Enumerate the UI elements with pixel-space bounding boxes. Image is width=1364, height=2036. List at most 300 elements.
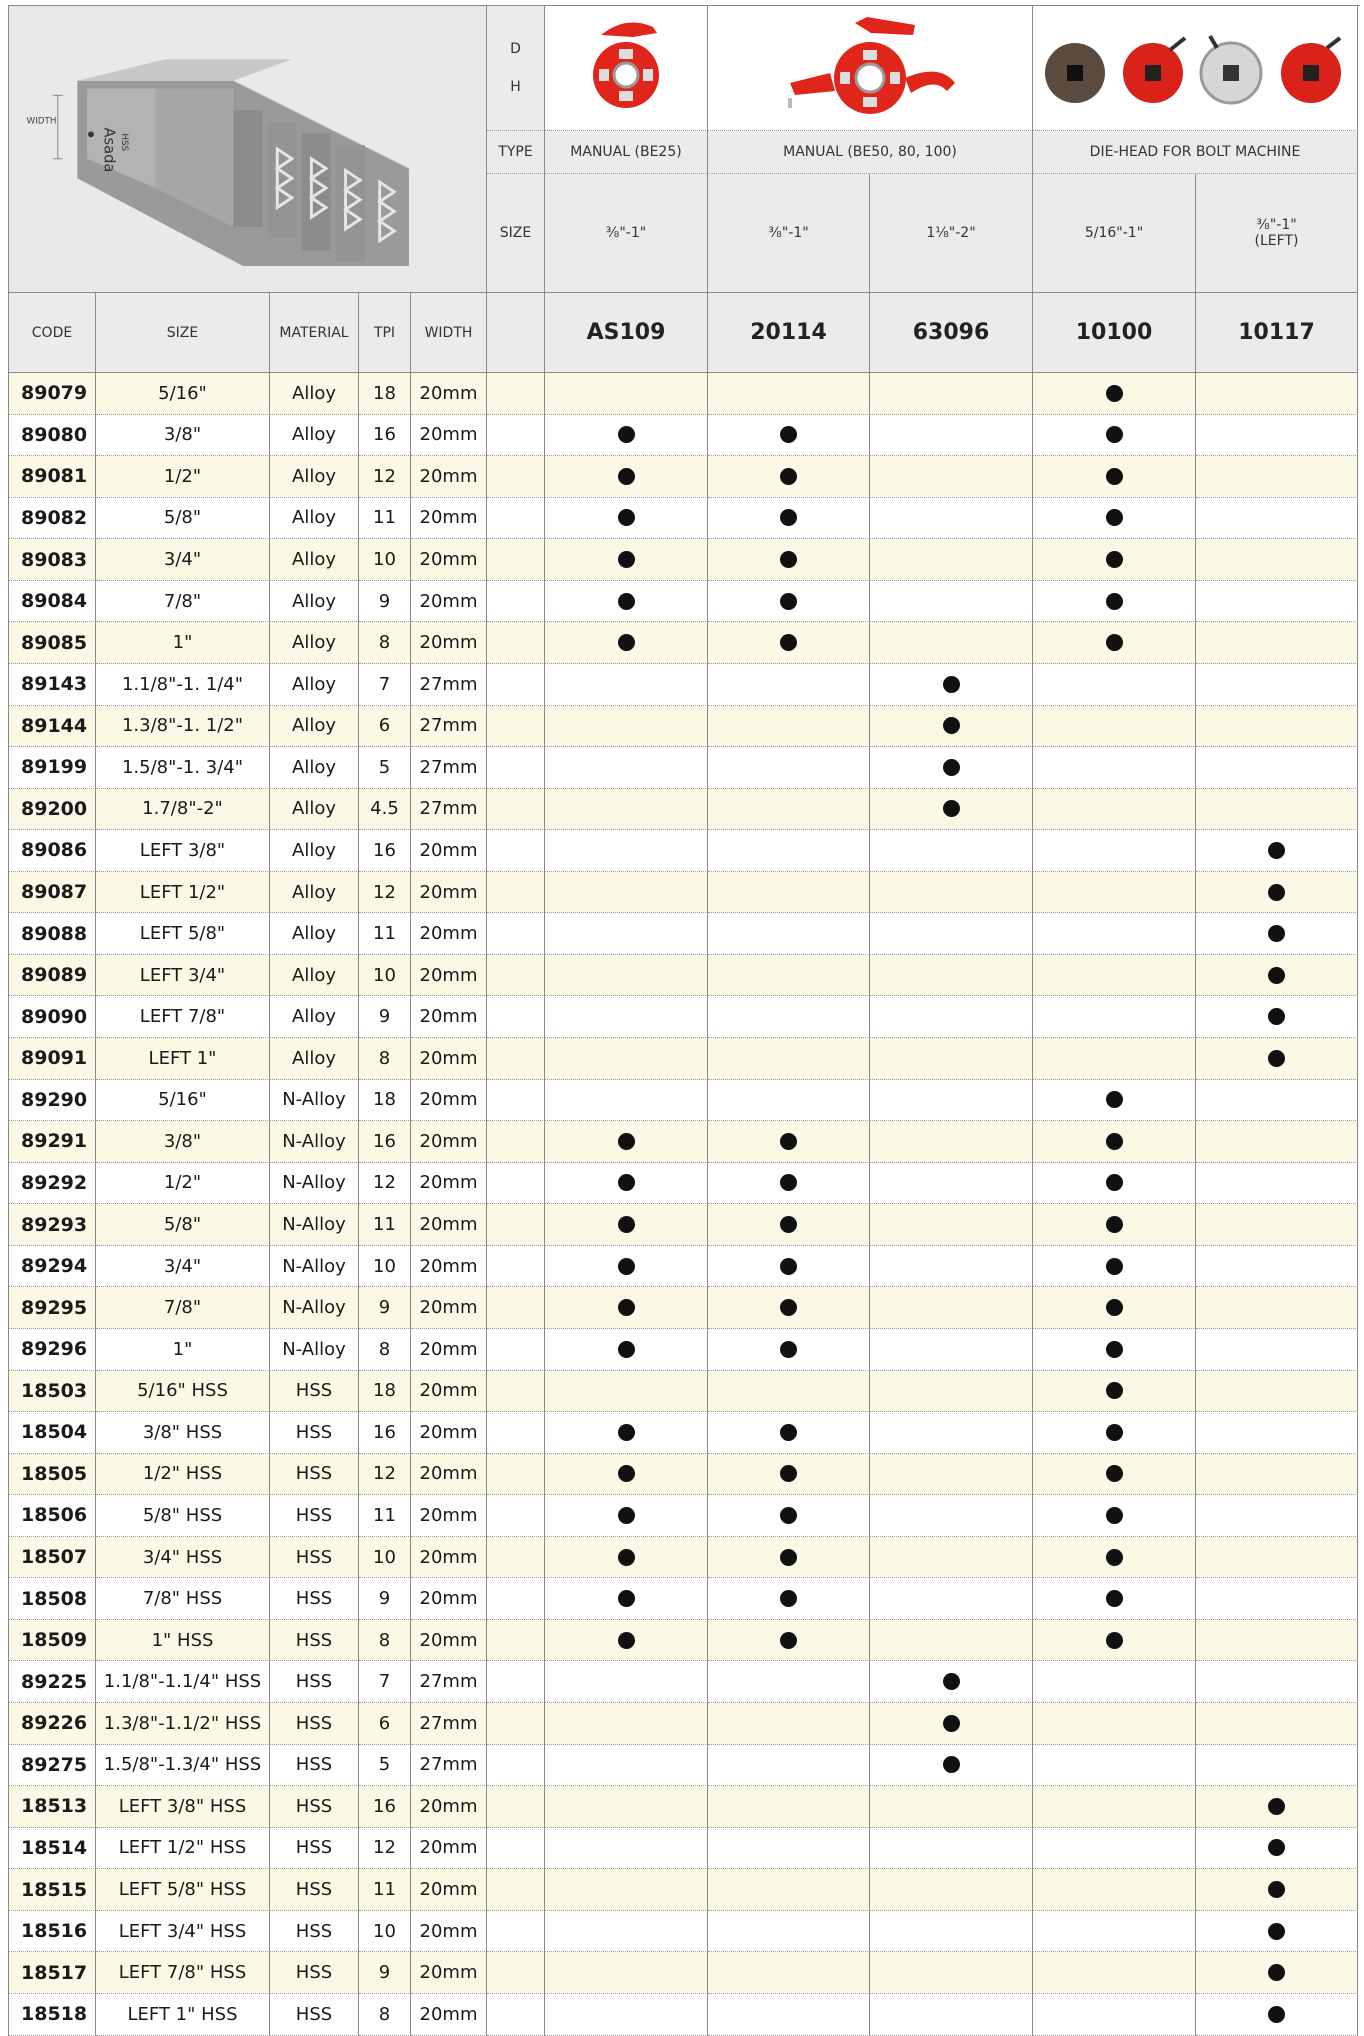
fit-cell xyxy=(870,1329,1033,1371)
row-width: 27mm xyxy=(411,1661,487,1703)
row-code: 89080 xyxy=(9,415,96,457)
row-spacer xyxy=(487,1620,545,1662)
fit-cell xyxy=(708,498,870,540)
fit-cell xyxy=(1196,498,1358,540)
row-width: 20mm xyxy=(411,1537,487,1579)
row-size: 5/16" HSS xyxy=(96,1371,270,1413)
fit-cell xyxy=(870,1620,1033,1662)
row-spacer xyxy=(487,789,545,831)
fit-cell xyxy=(708,789,870,831)
row-material: Alloy xyxy=(270,706,359,748)
compatible-dot-icon xyxy=(1106,509,1123,526)
row-size: 1" xyxy=(96,1329,270,1371)
compatible-dot-icon xyxy=(618,426,635,443)
compatible-dot-icon xyxy=(1106,1258,1123,1275)
row-tpi: 11 xyxy=(359,1204,411,1246)
row-width: 20mm xyxy=(411,1454,487,1496)
row-width: 20mm xyxy=(411,1828,487,1870)
row-size: 3/8" xyxy=(96,1121,270,1163)
fit-cell xyxy=(545,1412,708,1454)
fit-cell xyxy=(870,1121,1033,1163)
row-code: 89079 xyxy=(9,373,96,415)
row-tpi: 12 xyxy=(359,456,411,498)
fit-cell xyxy=(870,1371,1033,1413)
compatible-dot-icon xyxy=(943,1715,960,1732)
row-material: HSS xyxy=(270,1537,359,1579)
row-size: LEFT 1" HSS xyxy=(96,1994,270,2036)
row-width: 20mm xyxy=(411,1287,487,1329)
row-material: Alloy xyxy=(270,581,359,623)
col-tpi: TPI xyxy=(359,293,411,373)
fit-cell xyxy=(545,415,708,457)
row-tpi: 12 xyxy=(359,872,411,914)
col-size: SIZE xyxy=(96,293,270,373)
compatible-dot-icon xyxy=(943,676,960,693)
row-material: Alloy xyxy=(270,373,359,415)
col-material: MATERIAL xyxy=(270,293,359,373)
fit-cell xyxy=(545,830,708,872)
row-spacer xyxy=(487,1869,545,1911)
compatible-dot-icon xyxy=(1106,426,1123,443)
tool-code-20114: 20114 xyxy=(708,293,870,373)
row-size: 7/8" HSS xyxy=(96,1578,270,1620)
fit-cell xyxy=(1196,1828,1358,1870)
dh-label-cell xyxy=(487,6,545,131)
fit-cell xyxy=(545,1121,708,1163)
fit-cell xyxy=(1196,456,1358,498)
fit-cell xyxy=(1033,1454,1196,1496)
row-spacer xyxy=(487,830,545,872)
fit-cell xyxy=(545,539,708,581)
fit-cell xyxy=(708,1952,870,1994)
type-manual-be25: MANUAL (BE25) xyxy=(545,131,708,174)
width-label: WIDTH xyxy=(26,116,57,127)
row-material: HSS xyxy=(270,1495,359,1537)
fit-cell xyxy=(870,913,1033,955)
row-width: 20mm xyxy=(411,539,487,581)
row-width: 20mm xyxy=(411,456,487,498)
fit-cell xyxy=(708,1246,870,1288)
row-material: HSS xyxy=(270,1454,359,1496)
fit-cell xyxy=(1196,1620,1358,1662)
fit-cell xyxy=(1033,706,1196,748)
row-size: 3/8" HSS xyxy=(96,1412,270,1454)
fit-cell xyxy=(1033,1287,1196,1329)
compatible-dot-icon xyxy=(780,468,797,485)
fit-cell xyxy=(1033,1121,1196,1163)
fit-cell xyxy=(545,789,708,831)
row-code: 89144 xyxy=(9,706,96,748)
fit-cell xyxy=(870,1994,1033,2036)
row-tpi: 16 xyxy=(359,1786,411,1828)
compatible-dot-icon xyxy=(618,1258,635,1275)
compatible-dot-icon xyxy=(1106,1216,1123,1233)
fit-cell xyxy=(708,1620,870,1662)
fit-cell xyxy=(870,581,1033,623)
row-spacer xyxy=(487,1287,545,1329)
row-spacer xyxy=(487,456,545,498)
fit-cell xyxy=(1033,1080,1196,1122)
fit-cell xyxy=(1033,1371,1196,1413)
row-width: 20mm xyxy=(411,1329,487,1371)
fit-cell xyxy=(545,747,708,789)
row-spacer xyxy=(487,1454,545,1496)
row-code: 18517 xyxy=(9,1952,96,1994)
compatible-dot-icon xyxy=(1106,1382,1123,1399)
fit-cell xyxy=(1196,622,1358,664)
row-material: Alloy xyxy=(270,747,359,789)
fit-cell xyxy=(1033,1869,1196,1911)
row-material: Alloy xyxy=(270,1038,359,1080)
fit-cell xyxy=(708,1454,870,1496)
row-material: Alloy xyxy=(270,664,359,706)
fit-cell xyxy=(1196,1121,1358,1163)
compatible-dot-icon xyxy=(943,800,960,817)
fit-cell xyxy=(545,1661,708,1703)
row-width: 20mm xyxy=(411,581,487,623)
row-material: Alloy xyxy=(270,622,359,664)
fit-cell xyxy=(708,955,870,997)
fit-cell xyxy=(708,1371,870,1413)
fit-cell xyxy=(870,747,1033,789)
compatible-dot-icon xyxy=(780,1424,797,1441)
compatible-dot-icon xyxy=(780,1507,797,1524)
row-size: 5/8" xyxy=(96,498,270,540)
row-width: 20mm xyxy=(411,415,487,457)
tool-code-63096: 63096 xyxy=(870,293,1033,373)
type-die-head: DIE-HEAD FOR BOLT MACHINE xyxy=(1033,131,1358,174)
row-size: 3/8" xyxy=(96,415,270,457)
fit-cell xyxy=(1033,1246,1196,1288)
row-size: 3/4" xyxy=(96,539,270,581)
fit-cell xyxy=(1033,664,1196,706)
fit-cell xyxy=(1196,1745,1358,1787)
fit-cell xyxy=(870,955,1033,997)
fit-cell xyxy=(870,1786,1033,1828)
fit-cell xyxy=(870,539,1033,581)
fit-cell xyxy=(545,1038,708,1080)
compatible-dot-icon xyxy=(618,1133,635,1150)
compatible-dot-icon xyxy=(780,634,797,651)
fit-cell xyxy=(1033,1703,1196,1745)
row-tpi: 5 xyxy=(359,1745,411,1787)
compatible-dot-icon xyxy=(1106,1424,1123,1441)
fit-cell xyxy=(1196,1578,1358,1620)
row-tpi: 10 xyxy=(359,1911,411,1953)
compatible-dot-icon xyxy=(780,509,797,526)
row-code: 18504 xyxy=(9,1412,96,1454)
compatibility-table xyxy=(8,5,1360,2036)
fit-cell xyxy=(708,1745,870,1787)
fit-cell xyxy=(1196,1287,1358,1329)
fit-cell xyxy=(1196,373,1358,415)
row-code: 18507 xyxy=(9,1537,96,1579)
row-tpi: 16 xyxy=(359,830,411,872)
manual-die-stock-icon xyxy=(571,13,681,123)
row-width: 27mm xyxy=(411,747,487,789)
row-material: Alloy xyxy=(270,539,359,581)
row-code: 89291 xyxy=(9,1121,96,1163)
fit-cell xyxy=(1033,955,1196,997)
compatible-dot-icon xyxy=(780,1549,797,1566)
fit-cell xyxy=(708,1578,870,1620)
row-material: Alloy xyxy=(270,498,359,540)
row-size: 3/4" xyxy=(96,1246,270,1288)
fit-cell xyxy=(708,1869,870,1911)
size-label: SIZE xyxy=(487,174,545,293)
compatible-dot-icon xyxy=(1106,385,1123,402)
fit-cell xyxy=(1196,1080,1358,1122)
fit-cell xyxy=(1033,830,1196,872)
row-tpi: 4.5 xyxy=(359,789,411,831)
row-spacer xyxy=(487,955,545,997)
row-tpi: 5 xyxy=(359,747,411,789)
tool-code-10100: 10100 xyxy=(1033,293,1196,373)
row-material: HSS xyxy=(270,1620,359,1662)
row-spacer xyxy=(487,415,545,457)
row-width: 27mm xyxy=(411,1703,487,1745)
row-size: 5/16" xyxy=(96,373,270,415)
row-width: 20mm xyxy=(411,1204,487,1246)
row-width: 20mm xyxy=(411,1038,487,1080)
fit-cell xyxy=(1196,1952,1358,1994)
compatible-dot-icon xyxy=(780,1632,797,1649)
row-width: 20mm xyxy=(411,1578,487,1620)
row-size: 3/4" HSS xyxy=(96,1537,270,1579)
row-width: 27mm xyxy=(411,706,487,748)
row-tpi: 9 xyxy=(359,1952,411,1994)
fit-cell xyxy=(1196,830,1358,872)
fit-cell xyxy=(708,1537,870,1579)
row-tpi: 10 xyxy=(359,1246,411,1288)
fit-cell xyxy=(1196,1994,1358,2036)
fit-cell xyxy=(870,1080,1033,1122)
row-code: 89226 xyxy=(9,1703,96,1745)
row-spacer xyxy=(487,1412,545,1454)
compatible-dot-icon xyxy=(780,1133,797,1150)
fit-cell xyxy=(1033,1495,1196,1537)
fit-cell xyxy=(708,747,870,789)
fit-cell xyxy=(1033,1620,1196,1662)
row-spacer xyxy=(487,1994,545,2036)
compatible-dot-icon xyxy=(1106,1091,1123,1108)
row-width: 20mm xyxy=(411,1080,487,1122)
fit-cell xyxy=(870,664,1033,706)
row-code: 89293 xyxy=(9,1204,96,1246)
fit-cell xyxy=(1196,789,1358,831)
row-size: LEFT 1/2" xyxy=(96,872,270,914)
row-size: 1/2" xyxy=(96,1163,270,1205)
row-spacer xyxy=(487,1495,545,1537)
fit-cell xyxy=(870,1537,1033,1579)
row-width: 20mm xyxy=(411,1121,487,1163)
fit-cell xyxy=(708,1287,870,1329)
fit-cell xyxy=(1033,872,1196,914)
row-material: HSS xyxy=(270,1786,359,1828)
row-spacer xyxy=(487,1080,545,1122)
fit-cell xyxy=(870,622,1033,664)
fit-cell xyxy=(870,1163,1033,1205)
row-code: 18505 xyxy=(9,1454,96,1496)
fit-cell xyxy=(1196,1869,1358,1911)
fit-cell xyxy=(545,581,708,623)
row-size: LEFT 3/8" xyxy=(96,830,270,872)
fit-cell xyxy=(708,1994,870,2036)
row-code: 18503 xyxy=(9,1371,96,1413)
row-width: 20mm xyxy=(411,1620,487,1662)
fit-cell xyxy=(545,373,708,415)
fit-cell xyxy=(1033,539,1196,581)
row-material: N-Alloy xyxy=(270,1080,359,1122)
die-product-image xyxy=(9,6,487,293)
compatible-dot-icon xyxy=(1106,1341,1123,1358)
die-marking-label: HSS xyxy=(119,133,130,152)
fit-cell xyxy=(545,664,708,706)
row-material: HSS xyxy=(270,1661,359,1703)
dh-label-d: D xyxy=(510,41,521,57)
fit-cell xyxy=(1196,1412,1358,1454)
row-width: 20mm xyxy=(411,1911,487,1953)
row-code: 89087 xyxy=(9,872,96,914)
compatible-dot-icon xyxy=(618,1590,635,1607)
row-material: HSS xyxy=(270,1869,359,1911)
row-width: 20mm xyxy=(411,913,487,955)
row-size: LEFT 3/4" HSS xyxy=(96,1911,270,1953)
fit-cell xyxy=(1196,913,1358,955)
row-tpi: 12 xyxy=(359,1828,411,1870)
row-material: N-Alloy xyxy=(270,1329,359,1371)
row-size: 5/8" HSS xyxy=(96,1495,270,1537)
row-code: 18518 xyxy=(9,1994,96,2036)
fit-cell xyxy=(708,1703,870,1745)
fit-cell xyxy=(870,1038,1033,1080)
compatible-dot-icon xyxy=(1106,468,1123,485)
row-size: LEFT 5/8" HSS xyxy=(96,1869,270,1911)
row-width: 20mm xyxy=(411,1994,487,2036)
row-code: 89081 xyxy=(9,456,96,498)
row-spacer xyxy=(487,581,545,623)
fit-cell xyxy=(708,1204,870,1246)
row-spacer xyxy=(487,913,545,955)
row-tpi: 9 xyxy=(359,581,411,623)
compatible-dot-icon xyxy=(1106,634,1123,651)
row-tpi: 18 xyxy=(359,1371,411,1413)
fit-cell xyxy=(870,373,1033,415)
row-code: 89294 xyxy=(9,1246,96,1288)
fit-cell xyxy=(545,1620,708,1662)
compatible-dot-icon xyxy=(1268,1798,1285,1815)
row-size: 5/16" xyxy=(96,1080,270,1122)
row-tpi: 12 xyxy=(359,1163,411,1205)
fit-cell xyxy=(1196,955,1358,997)
row-code: 18513 xyxy=(9,1786,96,1828)
compatible-dot-icon xyxy=(1268,1008,1285,1025)
fit-cell xyxy=(1196,581,1358,623)
row-size: 1.5/8"-1. 3/4" xyxy=(96,747,270,789)
fit-cell xyxy=(1033,622,1196,664)
fit-cell xyxy=(545,1163,708,1205)
fit-cell xyxy=(1033,1329,1196,1371)
fit-cell xyxy=(545,1454,708,1496)
fit-cell xyxy=(708,913,870,955)
row-code: 89091 xyxy=(9,1038,96,1080)
compatible-dot-icon xyxy=(618,468,635,485)
row-spacer xyxy=(487,373,545,415)
tool-code-10117: 10117 xyxy=(1196,293,1358,373)
fit-cell xyxy=(870,1828,1033,1870)
fit-cell xyxy=(1033,1038,1196,1080)
row-size: LEFT 7/8" HSS xyxy=(96,1952,270,1994)
fit-cell xyxy=(870,1246,1033,1288)
compatible-dot-icon xyxy=(1268,1964,1285,1981)
row-spacer xyxy=(487,747,545,789)
fit-cell xyxy=(870,1287,1033,1329)
row-width: 20mm xyxy=(411,498,487,540)
fit-cell xyxy=(1196,1454,1358,1496)
fit-cell xyxy=(545,1786,708,1828)
fit-cell xyxy=(1196,1495,1358,1537)
compatible-dot-icon xyxy=(618,551,635,568)
row-size: 5/8" xyxy=(96,1204,270,1246)
row-material: HSS xyxy=(270,1911,359,1953)
fit-cell xyxy=(708,581,870,623)
fit-cell xyxy=(1196,747,1358,789)
row-spacer xyxy=(487,1121,545,1163)
row-tpi: 11 xyxy=(359,1869,411,1911)
row-spacer xyxy=(487,1828,545,1870)
row-width: 20mm xyxy=(411,1163,487,1205)
fit-cell xyxy=(1033,913,1196,955)
row-code: 89084 xyxy=(9,581,96,623)
row-tpi: 9 xyxy=(359,1287,411,1329)
row-material: HSS xyxy=(270,1952,359,1994)
row-size: 7/8" xyxy=(96,1287,270,1329)
row-code: 89090 xyxy=(9,996,96,1038)
col-code: CODE xyxy=(9,293,96,373)
compatible-dot-icon xyxy=(1268,1839,1285,1856)
row-material: HSS xyxy=(270,1371,359,1413)
fit-cell xyxy=(545,1745,708,1787)
row-material: Alloy xyxy=(270,830,359,872)
col-blank xyxy=(487,293,545,373)
fit-cell xyxy=(870,830,1033,872)
row-tpi: 9 xyxy=(359,1578,411,1620)
row-material: N-Alloy xyxy=(270,1204,359,1246)
row-tpi: 9 xyxy=(359,996,411,1038)
fit-cell xyxy=(870,415,1033,457)
fit-cell xyxy=(1033,373,1196,415)
row-tpi: 16 xyxy=(359,415,411,457)
fit-cell xyxy=(545,1371,708,1413)
fit-cell xyxy=(1196,539,1358,581)
fit-cell xyxy=(1033,789,1196,831)
row-tpi: 8 xyxy=(359,1994,411,2036)
row-material: Alloy xyxy=(270,872,359,914)
fit-cell xyxy=(545,622,708,664)
row-spacer xyxy=(487,622,545,664)
fit-cell xyxy=(708,1329,870,1371)
die-brand-label: Asada xyxy=(100,127,118,173)
compatible-dot-icon xyxy=(1106,1549,1123,1566)
fit-cell xyxy=(1033,1204,1196,1246)
row-size: LEFT 1/2" HSS xyxy=(96,1828,270,1870)
row-size: 1.1/8"-1. 1/4" xyxy=(96,664,270,706)
fit-cell xyxy=(870,1454,1033,1496)
row-spacer xyxy=(487,996,545,1038)
fit-cell xyxy=(545,996,708,1038)
size-63096: 1⅛"-2" xyxy=(870,174,1033,293)
row-width: 20mm xyxy=(411,1952,487,1994)
